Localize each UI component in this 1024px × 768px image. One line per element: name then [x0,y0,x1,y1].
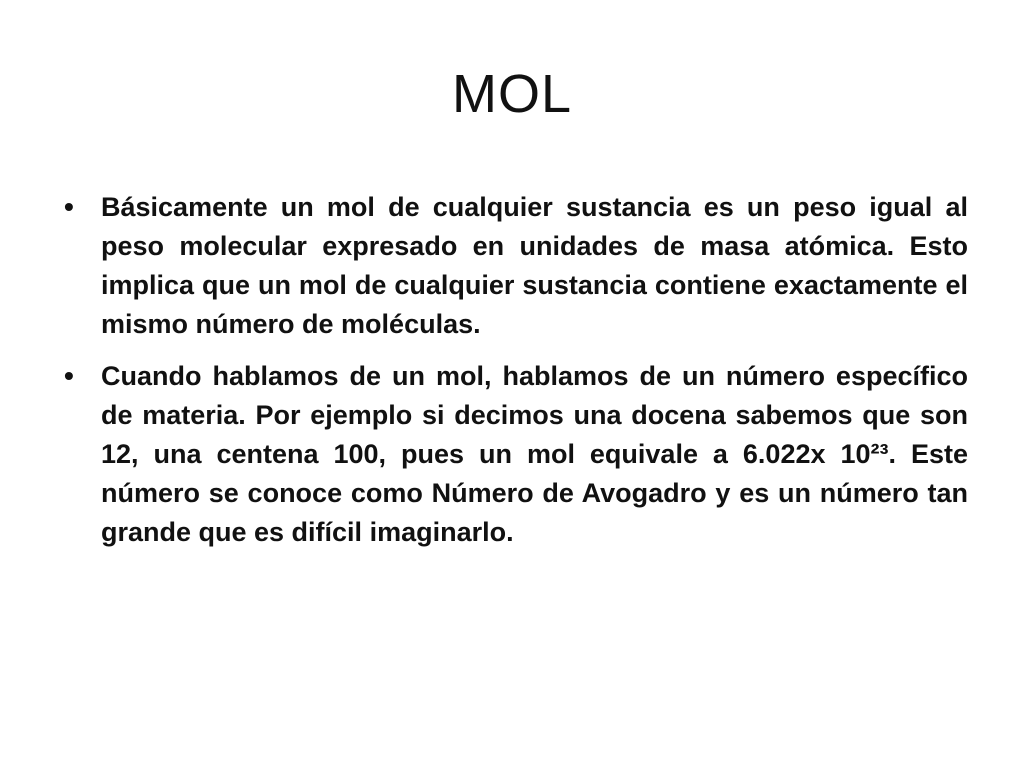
bullet-list [58,188,968,565]
bullet-icon: • [64,360,74,391]
slide-title: MOL [451,64,573,124]
bullet-item [58,357,968,552]
bullet-text: Básicamente un mol de cualquier sustancia es un peso igual al peso molecular expresado en unidades de masa atómica. Esto implica que un mol de cualquier sustancia contiene exactamente el mismo número de moléculas. [101,192,968,339]
bullet-text: Cuando hablamos de un mol, hablamos de un número específico de materia. Por ejemplo si decimos una docena sabemos que son 12, una centena 100, pues un mol equivale a 6.022x 10²³. Este número se conoce como Número de Avogadro y es un número tan grande que es difícil imaginarlo. [101,361,968,547]
bullet-item [58,188,968,344]
bullet-icon: • [64,191,74,222]
